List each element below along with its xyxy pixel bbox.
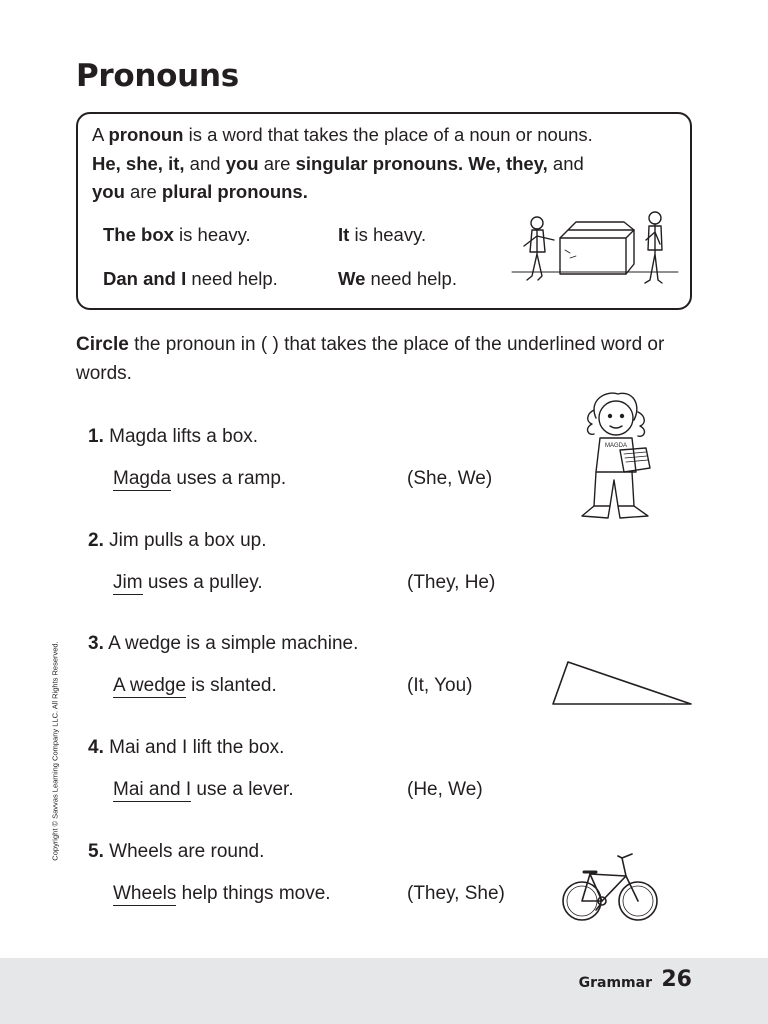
- exercise-item-4: 4. Mai and I lift the box. Mai and I use a lever. (He, We): [88, 737, 483, 800]
- footer-label: Grammar: [578, 975, 652, 991]
- girl-carrying-box-illustration: [572, 388, 662, 528]
- pronoun-choices[interactable]: (They, She): [407, 883, 505, 904]
- bicycle-illustration: [560, 846, 662, 926]
- rule-line-2: He, she, it, and you are singular pronouns. We, they, and: [92, 152, 584, 174]
- exercise-item-1: 1. Magda lifts a box. Magda uses a ramp. (She, We): [88, 426, 493, 489]
- page-number: 26: [661, 967, 692, 992]
- exercise-item-3: 3. A wedge is a simple machine. A wedge is slanted. (It, You): [88, 633, 473, 696]
- footer-bar: [0, 958, 768, 1024]
- pronoun-choices[interactable]: (It, You): [407, 675, 473, 696]
- underlined-word: Magda: [113, 468, 172, 489]
- exercise-item-2: 2. Jim pulls a box up. Jim uses a pulley. (They, He): [88, 530, 496, 593]
- page-title: Pronouns: [76, 58, 239, 94]
- underlined-word: Mai and I: [113, 779, 192, 800]
- instructions: Circle the pronoun in ( ) that takes the place of the underlined word or words.: [76, 334, 665, 384]
- kids-box-illustration: [510, 210, 680, 298]
- example-2: It is heavy.: [338, 224, 427, 245]
- rule-line-3: you are plural pronouns.: [92, 181, 308, 202]
- rule-box: [76, 112, 692, 310]
- pronoun-choices[interactable]: (They, He): [407, 572, 496, 593]
- shirt-text: MAGDA: [604, 443, 628, 449]
- underlined-word: Jim: [113, 572, 143, 593]
- example-3: Dan and I need help.: [103, 268, 278, 289]
- copyright-notice: Copyright © Savvas Learning Company LLC. All Rights Reserved.: [50, 641, 60, 861]
- exercise-item-5: 5. Wheels are round. Wheels help things move. (They, She): [88, 841, 505, 904]
- pronoun-choices[interactable]: (She, We): [407, 468, 493, 489]
- rule-line-1: A pronoun is a word that takes the place of a noun or nouns.: [92, 124, 593, 145]
- underlined-word: Wheels: [113, 883, 177, 904]
- wedge-illustration: [550, 658, 695, 708]
- example-1: The box is heavy.: [103, 224, 251, 245]
- rule-text: [92, 121, 682, 207]
- pronoun-choices[interactable]: (He, We): [407, 779, 483, 800]
- example-4: We need help.: [338, 268, 457, 289]
- underlined-word: A wedge: [113, 675, 186, 696]
